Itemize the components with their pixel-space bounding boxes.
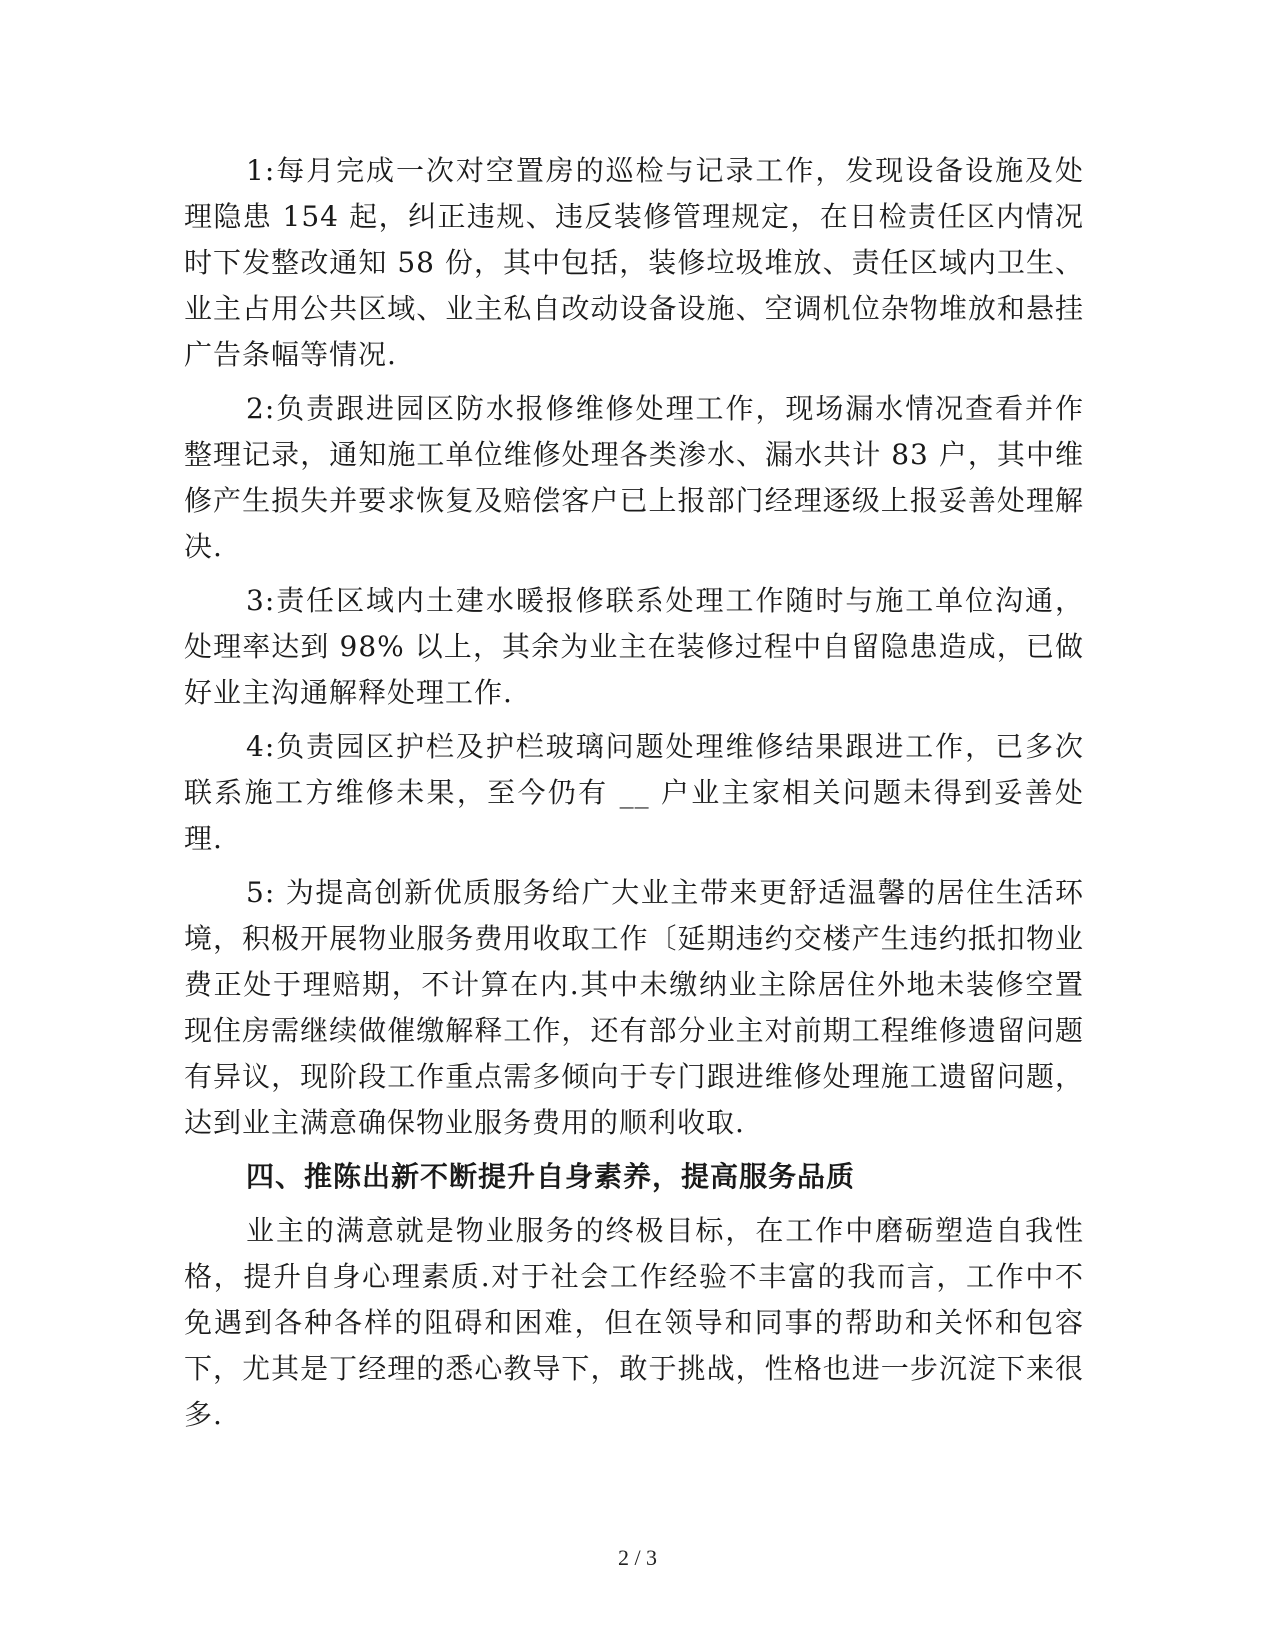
paragraph-2: 2:负责跟进园区防水报修维修处理工作，现场漏水情况查看并作整理记录，通知施工单位维修处理各类渗水、漏水共计 83 户，其中维修产生损失并要求恢复及赔偿客户已上报部门经理逐级上报妥善处理解决.	[184, 392, 1084, 563]
paragraph-1: 1:每月完成一次对空置房的巡检与记录工作，发现设备设施及处理隐患 154 起，纠正违规、违反装修管理规定，在日检责任区内情况时下发整改通知 58 份，其中包括，装修垃圾堆放、责任区域内卫生、业主占用公共区域、业主私自改动设备设施、空调机位杂物堆放和悬挂广告条幅等情况.	[184, 154, 1084, 371]
paragraph-5: 5: 为提高创新优质服务给广大业主带来更舒适温馨的居住生活环境，积极开展物业服务费用收取工作〔延期违约交楼产生违约抵扣物业费正处于理赔期，不计算在内.其中未缴纳业主除居住外地未装修空置现住房需继续做催缴解释工作，还有部分业主对前期工程维修遗留问题有异议，现阶段工作重点需多倾向于专门跟进维修处理施工遗留问题，达到业主满意确保物业服务费用的顺利收取.	[184, 876, 1084, 1139]
page-number: 2 / 3	[617, 1545, 658, 1570]
paragraph-4: 4:负责园区护栏及护栏玻璃问题处理维修结果跟进工作，已多次联系施工方维修未果，至今仍有 __ 户业主家相关问题未得到妥善处理.	[184, 730, 1084, 855]
closing-paragraph: 业主的满意就是物业服务的终极目标，在工作中磨砺塑造自我性格，提升自身心理素质.对于社会工作经验不丰富的我而言，工作中不免遇到各种各样的阻碍和困难，但在领导和同事的帮助和关怀和包容下，尤其是丁经理的悉心教导下，敢于挑战，性格也进一步沉淀下来很多.	[184, 1214, 1084, 1431]
section-heading: 四、推陈出新不断提升自身素养，提高服务品质	[246, 1160, 856, 1193]
paragraph-3: 3:责任区域内土建水暖报修联系处理工作随时与施工单位沟通，处理率达到 98% 以上，其余为业主在装修过程中自留隐患造成，已做好业主沟通解释处理工作.	[184, 584, 1084, 709]
document-page	[184, 148, 1084, 1446]
